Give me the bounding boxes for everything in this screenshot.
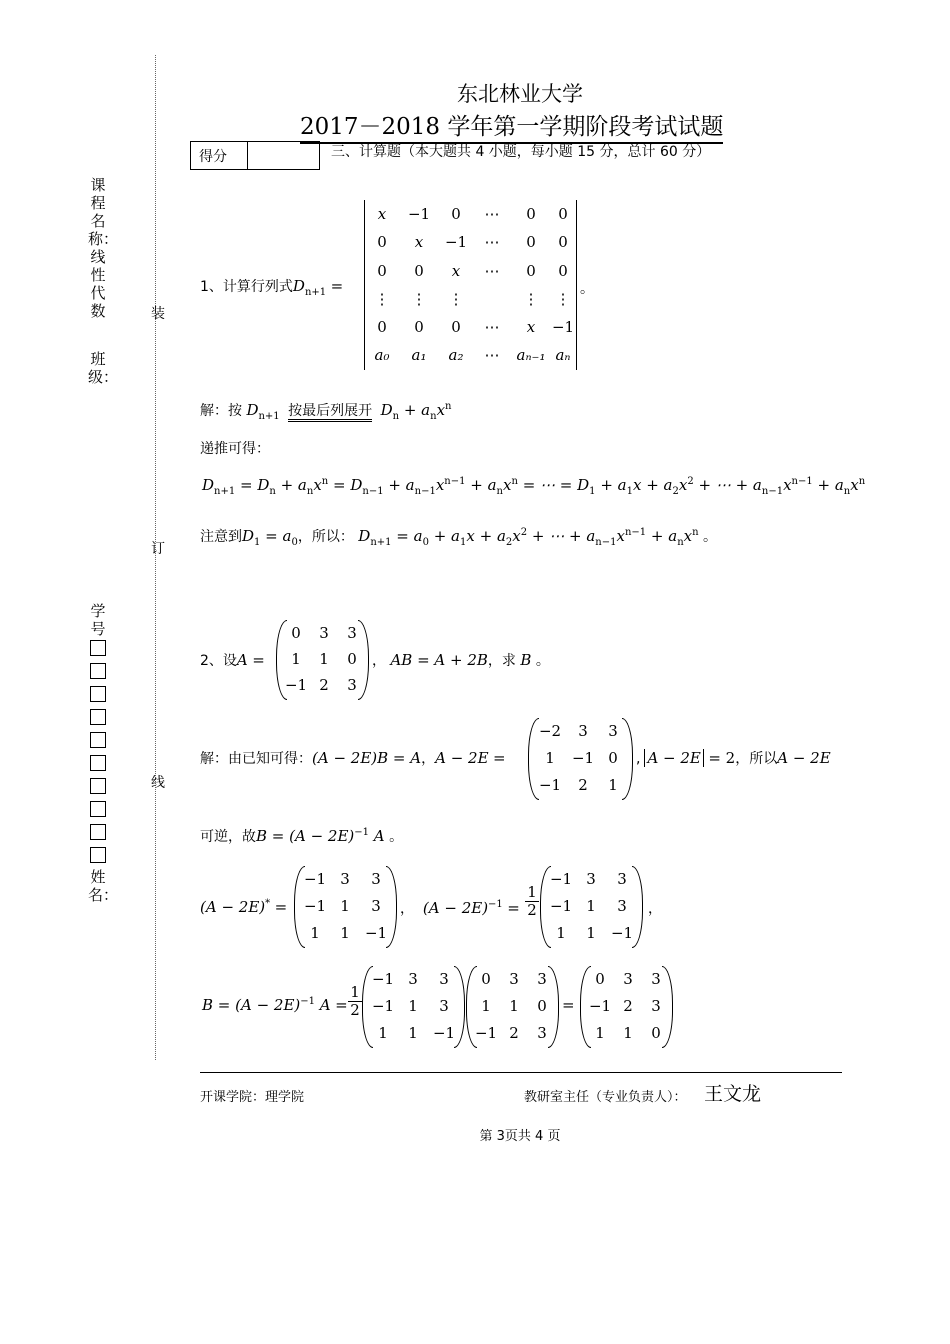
matrix-paren [662, 966, 673, 1048]
inverse-label: ， $(A - 2E)^{-1}$ = [400, 899, 520, 917]
matrix-result-b [586, 966, 670, 1047]
comma: ， [648, 901, 662, 917]
id-box[interactable] [90, 732, 106, 748]
footer-college: 开课学院：理学院 [200, 1090, 305, 1105]
matrix-cell: 3 [608, 722, 618, 740]
determinant-cell: −1 [444, 233, 468, 252]
determinant-cell: 0 [451, 205, 461, 223]
determinant-cell: 0 [558, 205, 568, 223]
matrix-cell: 1 [408, 997, 418, 1015]
matrix-cell: 1 [310, 924, 320, 942]
matrix-cell: 0 [537, 997, 547, 1015]
adjugate-label: (A − 2E)* = [200, 898, 288, 916]
matrix-adjugate-2 [546, 866, 638, 947]
matrix-cell: 3 [537, 1024, 547, 1042]
determinant-cell: 0 [414, 261, 424, 280]
matrix-cell: 1 [623, 1024, 633, 1042]
matrix-cell: 0 [481, 970, 491, 988]
matrix-a [282, 620, 366, 698]
matrix-cell: 1 [608, 776, 618, 794]
matrix-cell: 3 [537, 970, 547, 988]
matrix-cell: −1 [432, 1024, 456, 1042]
binding-mark-xian: 线 [151, 775, 165, 791]
id-box[interactable] [90, 847, 106, 863]
matrix-cell: −1 [284, 676, 308, 694]
score-label: 得分 [191, 142, 248, 170]
determinant-cell: a₀ [374, 346, 390, 365]
determinant-cell: ⋯ [484, 233, 500, 252]
matrix-cell: −1 [474, 1024, 498, 1042]
id-box[interactable] [90, 755, 106, 771]
matrix-cell: −1 [549, 870, 573, 888]
matrix-cell: 3 [340, 870, 350, 888]
matrix-cell: −1 [610, 924, 634, 942]
footer-rule [200, 1072, 842, 1073]
id-box[interactable] [90, 686, 106, 702]
q2-invertible-line: 可逆，故$B = (A - 2E)^{-1}$ A 。 [200, 827, 404, 845]
determinant-cell: ⋮ [523, 289, 539, 308]
determinant-cell: x [526, 318, 536, 337]
matrix-cell: 3 [509, 970, 519, 988]
binding-mark-ding: 订 [151, 541, 165, 557]
matrix-cell: 0 [291, 624, 301, 642]
matrix-cell: −1 [303, 897, 327, 915]
q1-prompt: 1、计算行列式$D_{n+1}$ = [200, 277, 344, 298]
matrix-a-minus-2e [534, 718, 626, 799]
matrix-cell: 1 [319, 650, 329, 668]
q2-prompt-rest: ， AB = A + 2B，求 B 。 [372, 651, 550, 669]
q1-recur-label: 递推可得： [200, 441, 270, 457]
id-box[interactable] [90, 709, 106, 725]
matrix-cell: 1 [340, 924, 350, 942]
matrix-cell: 3 [371, 897, 381, 915]
fraction-half: 1 2 [525, 884, 539, 919]
determinant-cell: a₂ [448, 346, 464, 365]
determinant-cell: ⋮ [411, 289, 427, 308]
determinant-cell: 0 [414, 318, 424, 337]
matrix-a-2 [472, 966, 556, 1047]
matrix-cell: −1 [364, 924, 388, 942]
matrix-cell: 3 [439, 970, 449, 988]
q1-solution-line: 解：按 $D_{n+1}$ 按最后列展开 $D_n + a_nx^n$ [200, 401, 452, 422]
matrix-cell: 1 [545, 749, 555, 767]
determinant-cell: ⋮ [448, 289, 464, 308]
determinant-cell: x [414, 233, 424, 252]
name-label: 姓名： [88, 868, 119, 904]
q2-solution-line: 解：由已知可得：(A − 2E)B = A，A − 2E = [200, 749, 506, 767]
determinant-cell: aₙ [555, 346, 571, 365]
matrix-cell: 3 [319, 624, 329, 642]
matrix-cell: 1 [595, 1024, 605, 1042]
matrix-cell: −1 [549, 897, 573, 915]
matrix-adjugate [300, 866, 392, 947]
determinant-cell: 0 [377, 261, 387, 280]
matrix-cell: −2 [538, 722, 562, 740]
matrix-paren [548, 966, 559, 1048]
matrix-cell: 2 [623, 997, 633, 1015]
matrix-cell: 0 [651, 1024, 661, 1042]
matrix-cell: 1 [509, 997, 519, 1015]
footer-director-name: 王文龙 [704, 1083, 762, 1105]
determinant-cell: ⋯ [484, 346, 500, 365]
matrix-cell: 3 [617, 870, 627, 888]
matrix-cell: −1 [303, 870, 327, 888]
matrix-cell: 3 [617, 897, 627, 915]
matrix-cell: 1 [408, 1024, 418, 1042]
matrix-paren [358, 620, 369, 700]
student-id-boxes [87, 640, 109, 870]
matrix-adjugate-3 [368, 966, 460, 1047]
id-box[interactable] [90, 824, 106, 840]
matrix-cell: 1 [481, 997, 491, 1015]
matrix-cell: 1 [291, 650, 301, 668]
determinant-cell: 0 [558, 261, 568, 280]
matrix-cell: 3 [439, 997, 449, 1015]
determinant-cell: −1 [407, 205, 431, 223]
matrix-cell: −1 [371, 970, 395, 988]
matrix-cell: 3 [347, 624, 357, 642]
determinant-cell: ⋮ [555, 289, 571, 308]
section-title: 三、计算题（本大题共 4 小题，每小题 15 分，总计 60 分） [331, 144, 711, 160]
matrix-cell: −1 [371, 997, 395, 1015]
id-box[interactable] [90, 640, 106, 656]
q1-note: 注意到$D_1 = a_0$，所以： $D_{n+1} = a_0 + a_1x + a_2x^2$ + ⋯ + $a_{n-1}x^{n-1} + a_nx^n$ 。 [200, 527, 718, 548]
matrix-cell: 2 [319, 676, 329, 694]
matrix-cell: 3 [371, 870, 381, 888]
determinant-cell: 0 [526, 233, 536, 252]
matrix-cell: 2 [578, 776, 588, 794]
matrix-cell: 1 [340, 897, 350, 915]
matrix-cell: 3 [651, 970, 661, 988]
q2-det-value: , A − 2E = 2，所以A − 2E [636, 749, 831, 767]
determinant-cell: ⋯ [484, 205, 500, 223]
student-id-label: 学号 [90, 602, 106, 638]
university-name: 东北林业大学 [457, 82, 583, 106]
matrix-cell: 3 [586, 870, 596, 888]
determinant-cell: ⋮ [374, 289, 390, 308]
determinant-cell: 0 [451, 318, 461, 337]
q1-period: 。 [580, 281, 594, 297]
matrix-paren [454, 966, 465, 1048]
determinant-cell: aₙ₋₁ [516, 346, 546, 365]
determinant-cell: ⋯ [484, 261, 500, 280]
matrix-cell: 3 [408, 970, 418, 988]
determinant-cell: 0 [377, 233, 387, 252]
q1-recur-formula: $D_{n+1} = D_n + a_nx^n = D_{n-1} + a_{n-1}x^{n-1} + a_nx^n$ = ⋯ = $D_1 + a_1x + a_2x^2$ + ⋯ + $a_{n-1}x^{n-1} + a_nx^n$ [202, 476, 866, 497]
id-box[interactable] [90, 778, 106, 794]
matrix-cell: 3 [578, 722, 588, 740]
matrix-cell: 0 [347, 650, 357, 668]
determinant-cell: 0 [377, 318, 387, 337]
matrix-cell: −1 [588, 997, 612, 1015]
determinant-cell: x [451, 261, 461, 280]
score-box [190, 141, 320, 170]
determinant-cell: 0 [526, 205, 536, 223]
matrix-cell: −1 [571, 749, 595, 767]
page-number: 第 3页共 4 页 [479, 1129, 561, 1144]
course-name-label: 课程名称：线性代数 [88, 176, 119, 320]
determinant-cell: a₁ [411, 346, 427, 365]
footer-director-label: 教研室主任（专业负责人）： [524, 1090, 687, 1105]
matrix-paren [386, 866, 397, 948]
determinant-cell: x [377, 205, 387, 223]
equals: = [562, 996, 575, 1014]
matrix-cell: 0 [608, 749, 618, 767]
determinant-cell: ⋯ [484, 318, 500, 337]
determinant-cell: 0 [558, 233, 568, 252]
determinant-cell: 0 [526, 261, 536, 280]
matrix-cell: 2 [509, 1024, 519, 1042]
id-box[interactable] [90, 801, 106, 817]
exam-title: 2017－2018 学年第一学期阶段考试试题 [300, 108, 723, 144]
q1-determinant [364, 200, 577, 370]
matrix-cell: 1 [586, 924, 596, 942]
matrix-cell: 3 [623, 970, 633, 988]
matrix-cell: 3 [651, 997, 661, 1015]
matrix-paren [622, 718, 633, 800]
matrix-cell: −1 [538, 776, 562, 794]
matrix-paren [632, 866, 643, 948]
id-box[interactable] [90, 663, 106, 679]
matrix-cell: 1 [556, 924, 566, 942]
final-b-label: $B = (A - 2E)^{-1}$ A = [202, 996, 348, 1014]
score-value[interactable] [248, 142, 320, 170]
determinant-cell: −1 [551, 318, 575, 337]
determinant-cell [473, 285, 511, 313]
fraction-half-2: 1 2 [348, 984, 362, 1019]
binding-mark-zhuang: 装 [151, 306, 165, 322]
matrix-cell: 1 [378, 1024, 388, 1042]
q2-prompt-prefix: 2、设A = [200, 651, 265, 669]
class-label: 班级： [88, 350, 119, 386]
matrix-cell: 1 [586, 897, 596, 915]
matrix-cell: 3 [347, 676, 357, 694]
matrix-cell: 0 [595, 970, 605, 988]
